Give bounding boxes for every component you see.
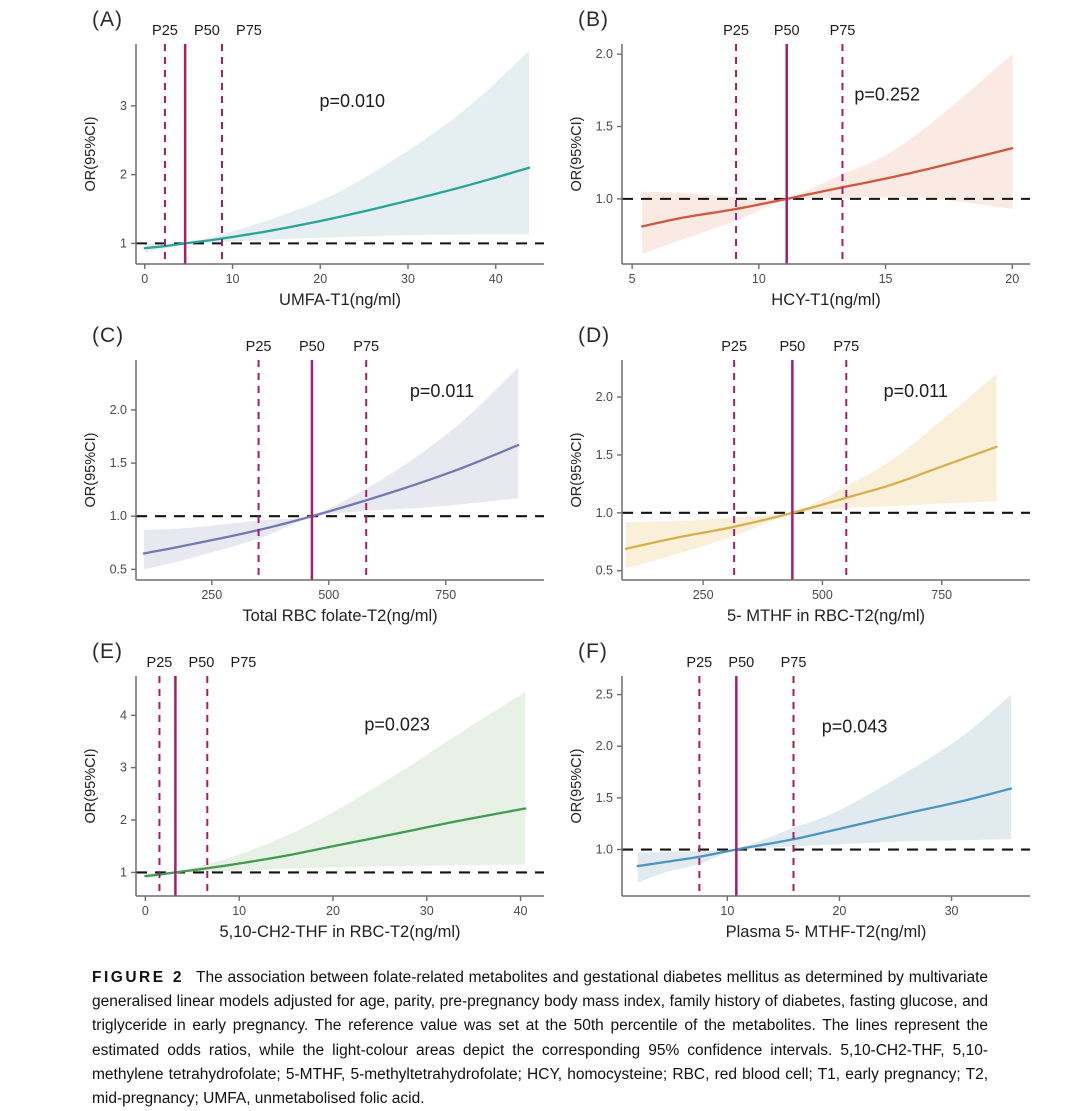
y-tick-label: 1	[120, 236, 127, 251]
p50-label: P50	[779, 339, 806, 355]
ci-band	[642, 54, 1012, 254]
p75-label: P75	[780, 655, 807, 671]
x-tick-label: 30	[401, 272, 415, 286]
y-tick-label: 0.5	[595, 563, 613, 578]
y-tick-label: 1	[120, 865, 127, 880]
x-tick-label: 250	[692, 588, 714, 602]
x-axis-title: 5- MTHF in RBC-T2(ng/ml)	[726, 607, 926, 625]
x-axis-title: Total RBC folate-T2(ng/ml)	[242, 607, 438, 625]
p25-label: P25	[723, 23, 749, 39]
x-tick-label: 5	[628, 272, 636, 286]
p25-label: P25	[146, 655, 173, 671]
panel-letter: (D)	[578, 324, 611, 347]
x-tick-label: 750	[435, 588, 457, 602]
panel-d	[564, 320, 1050, 636]
panel-f-chart	[564, 640, 1042, 950]
x-tick-label: 30	[419, 904, 434, 918]
p-value-label: p=0.011	[409, 380, 475, 401]
x-tick-label: 20	[1005, 272, 1020, 286]
panel-letter: (F)	[578, 640, 608, 663]
x-tick-label: 750	[931, 588, 953, 602]
p50-label: P50	[188, 655, 215, 671]
p50-label: P50	[194, 23, 220, 39]
p-value-label: p=0.252	[854, 84, 920, 105]
x-tick-label: 0	[141, 272, 149, 286]
y-tick-label: 2.0	[109, 402, 127, 417]
p75-label: P75	[829, 23, 856, 39]
x-tick-label: 500	[811, 588, 833, 602]
figure-caption-label: FIGURE 2	[92, 969, 185, 986]
y-tick-label: 2	[120, 813, 127, 828]
figure-caption	[92, 966, 988, 1111]
y-axis-title: OR(95%CI)	[569, 116, 585, 192]
x-tick-label: 20	[832, 904, 847, 918]
x-tick-label: 30	[944, 904, 959, 918]
x-tick-label: 500	[318, 588, 340, 602]
x-tick-label: 250	[201, 588, 223, 602]
y-tick-label: 1.0	[595, 842, 613, 857]
p-value-label: p=0.010	[319, 91, 386, 112]
p25-label: P25	[721, 339, 748, 355]
y-tick-label: 2.5	[595, 687, 613, 702]
panel-b-chart	[564, 8, 1042, 318]
x-axis-title: HCY-T1(ng/ml)	[771, 291, 881, 309]
p75-label: P75	[833, 339, 860, 355]
panel-b	[564, 4, 1050, 320]
panel-letter: (B)	[578, 8, 609, 31]
x-tick-label: 10	[232, 904, 247, 918]
x-tick-label: 20	[326, 904, 340, 918]
p75-label: P75	[353, 339, 380, 355]
p25-label: P25	[245, 339, 272, 355]
y-tick-label: 1.5	[595, 447, 613, 462]
panel-e-chart	[78, 640, 556, 950]
ci-band	[626, 374, 997, 569]
panel-d-chart	[564, 324, 1042, 634]
y-tick-label: 1.5	[109, 456, 127, 471]
panel-a	[78, 4, 564, 320]
x-tick-label: 10	[720, 904, 735, 918]
y-tick-label: 1.5	[595, 790, 613, 805]
x-tick-label: 10	[225, 272, 240, 286]
panel-f	[564, 636, 1050, 952]
y-tick-label: 2.0	[595, 739, 613, 754]
y-tick-label: 1.0	[595, 505, 613, 520]
p-value-label: p=0.043	[821, 716, 888, 737]
y-tick-label: 2	[120, 167, 127, 182]
y-tick-label: 3	[120, 98, 127, 113]
panel-letter: (C)	[92, 324, 125, 347]
panel-a-chart	[78, 8, 556, 318]
panel-c	[78, 320, 564, 636]
x-axis-title: Plasma 5- MTHF-T2(ng/ml)	[725, 923, 927, 941]
y-axis-title: OR(95%CI)	[569, 432, 585, 508]
p50-label: P50	[773, 23, 800, 39]
y-tick-label: 2.0	[595, 390, 613, 405]
p25-label: P25	[686, 655, 713, 671]
y-axis-title: OR(95%CI)	[83, 748, 99, 824]
p-value-label: p=0.023	[364, 714, 430, 735]
panel-letter: (A)	[92, 8, 123, 31]
y-axis-title: OR(95%CI)	[83, 116, 99, 192]
ci-band	[145, 692, 525, 879]
x-axis-title: 5,10-CH2-THF in RBC-T2(ng/ml)	[219, 923, 461, 941]
p75-label: P75	[230, 655, 257, 671]
y-tick-label: 4	[120, 708, 127, 723]
panel-e	[78, 636, 564, 952]
x-tick-label: 15	[878, 272, 893, 286]
x-tick-label: 0	[141, 904, 149, 918]
y-axis-title: OR(95%CI)	[569, 748, 585, 824]
p50-label: P50	[728, 655, 755, 671]
y-tick-label: 2.0	[595, 47, 613, 62]
x-tick-label: 40	[488, 272, 503, 286]
y-tick-label: 1.0	[109, 509, 127, 524]
y-tick-label: 1.5	[595, 119, 613, 134]
x-axis-title: UMFA-T1(ng/ml)	[279, 291, 401, 309]
y-axis-title: OR(95%CI)	[83, 432, 99, 508]
p25-label: P25	[152, 23, 178, 39]
panel-letter: (E)	[92, 640, 123, 663]
p75-label: P75	[236, 23, 262, 39]
p50-label: P50	[299, 339, 325, 355]
y-tick-label: 1.0	[595, 191, 613, 206]
figure-caption-text: The association between folate-related metabolites and gestational diabetes mellitus as determined by multivariate generalised linear models adjusted for age, parity, pre-pregnancy body mass index, family history of diabetes, fasting glucose, and triglyceride in early pregnancy. The reference value was set at the 50th percentile of the metabolites. The lines represent the estimated odds ratios, while the light-colour areas depict the corresponding 95% confidence intervals. 5,10-CH2-THF, 5,10-methylene tetrahydrofolate; 5-MTHF, 5-methyltetrahydrofolate; HCY, homocysteine; RBC, red blood cell; T1, early pregnancy; T2, mid-pregnancy; UMFA, unmetabolised folic acid.	[92, 969, 989, 1107]
p-value-label: p=0.011	[883, 380, 948, 401]
y-tick-label: 3	[120, 760, 127, 775]
x-tick-label: 10	[751, 272, 766, 286]
y-tick-label: 0.5	[109, 562, 127, 577]
ci-band	[145, 51, 529, 252]
x-tick-label: 40	[513, 904, 528, 918]
x-tick-label: 20	[313, 272, 328, 286]
panel-c-chart	[78, 324, 556, 634]
